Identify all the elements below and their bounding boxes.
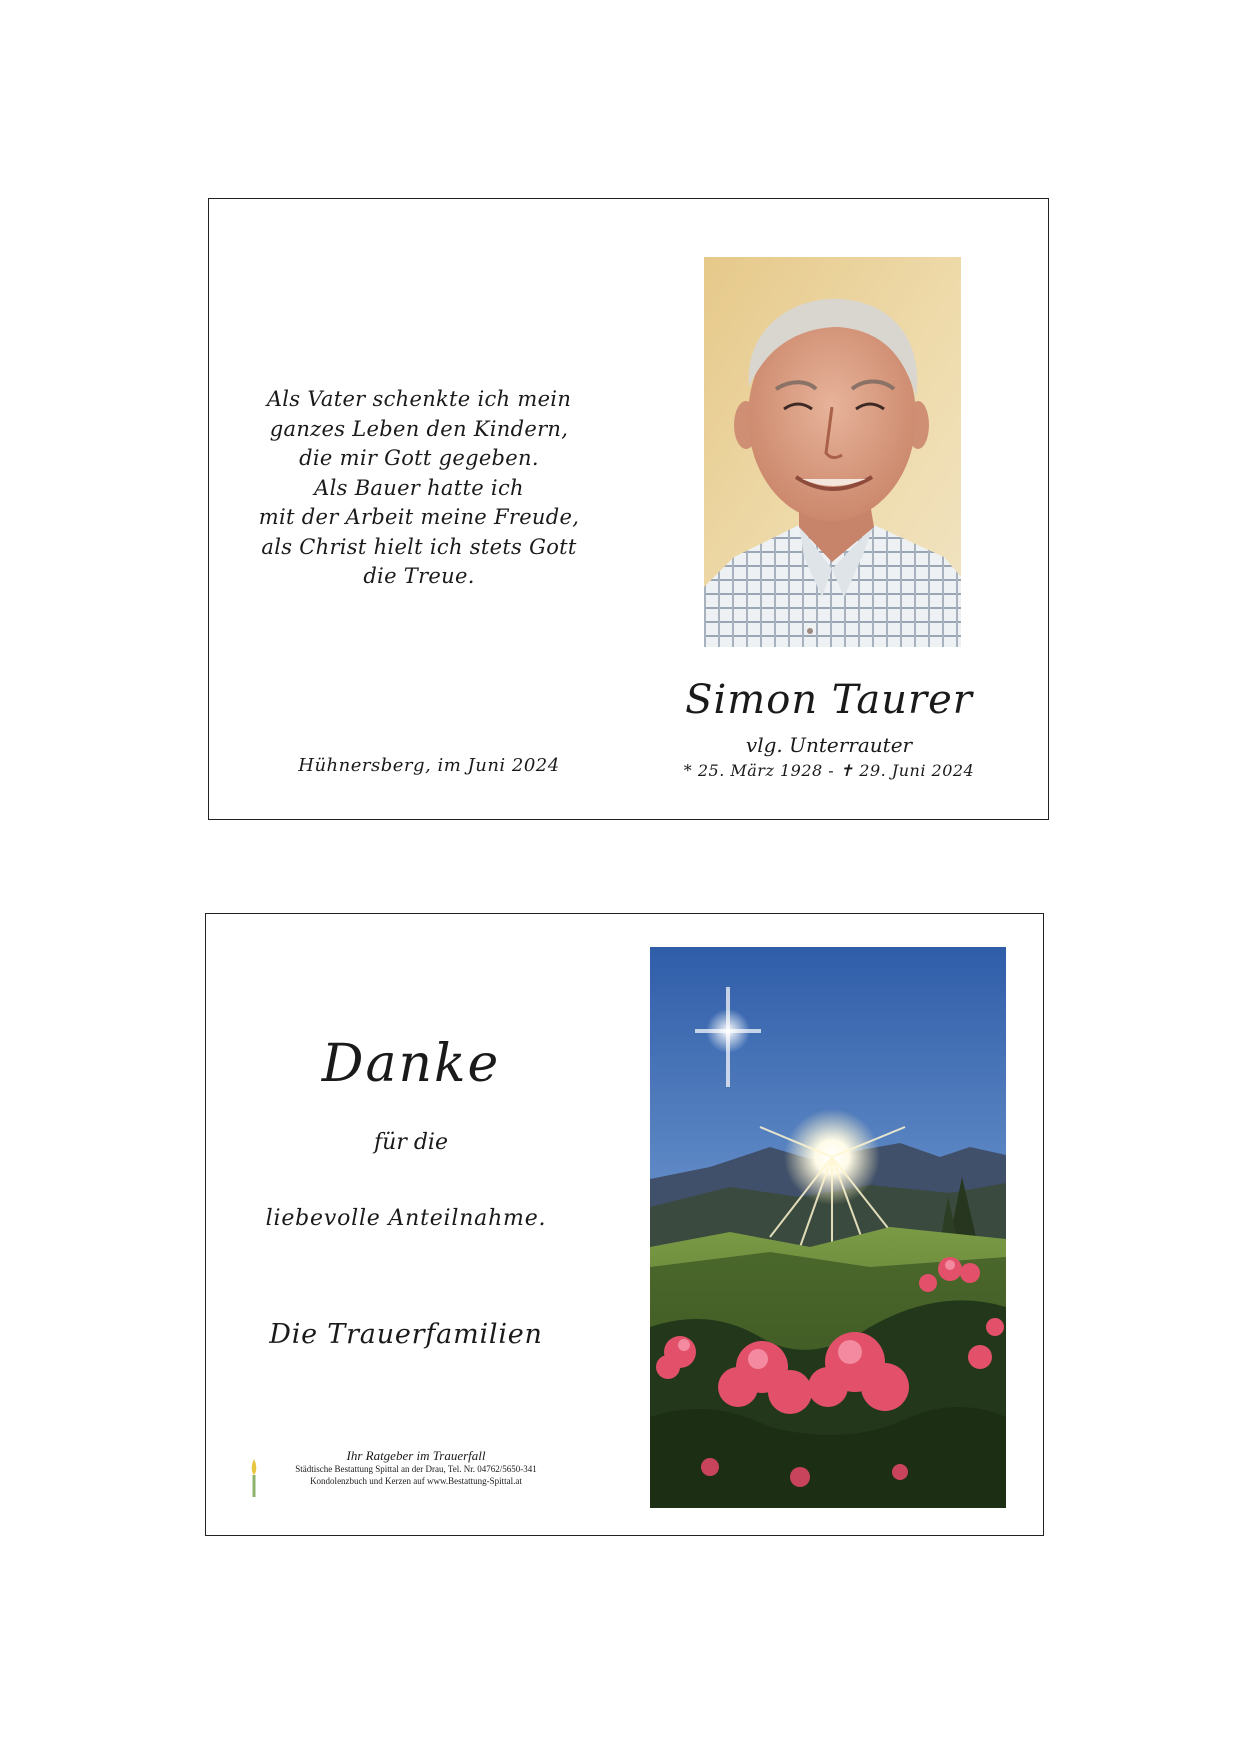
memorial-card-front bbox=[208, 198, 1049, 820]
life-dates: * 25. März 1928 - ✝ 29. Juni 2024 bbox=[683, 761, 975, 780]
memorial-card-back bbox=[205, 913, 1044, 1536]
poem-line: mit der Arbeit meine Freude, bbox=[258, 505, 580, 529]
poem-line: Als Vater schenkte ich mein bbox=[266, 387, 572, 411]
poem-line: als Christ hielt ich stets Gott bbox=[261, 534, 577, 559]
family-signature: Die Trauerfamilien bbox=[269, 1319, 543, 1350]
thanks-for-text: für die bbox=[374, 1130, 448, 1155]
thanks-heading: Danke bbox=[321, 1034, 501, 1094]
imprint-line: Kondolenzbuch und Kerzen auf www.Bestattung-Spittal.at bbox=[310, 1476, 522, 1486]
mountain-sunrise-photo-icon bbox=[650, 947, 1006, 1508]
poem-line: die Treue. bbox=[363, 564, 475, 588]
landscape-photo bbox=[650, 947, 1006, 1508]
sympathy-text: liebevolle Anteilnahme. bbox=[265, 1206, 547, 1231]
poem-line: ganzes Leben den Kindern, bbox=[269, 416, 569, 441]
funeral-home-imprint bbox=[246, 1449, 586, 1487]
vulgo-name: vlg. Unterrauter bbox=[745, 733, 913, 757]
portrait-photo-icon bbox=[704, 257, 961, 647]
imprint-motto: Ihr Ratgeber im Trauerfall bbox=[346, 1448, 486, 1463]
deceased-name: Simon Taurer bbox=[685, 677, 973, 723]
memorial-poem bbox=[229, 385, 609, 592]
imprint-line: Städtische Bestattung Spittal an der Drau, Tel. Nr. 04762/5650-341 bbox=[295, 1464, 537, 1474]
portrait-photo bbox=[704, 257, 961, 647]
poem-line: Als Bauer hatte ich bbox=[314, 475, 524, 500]
poem-line: die mir Gott gegeben. bbox=[299, 446, 539, 470]
place-and-date: Hühnersberg, im Juni 2024 bbox=[298, 755, 560, 776]
